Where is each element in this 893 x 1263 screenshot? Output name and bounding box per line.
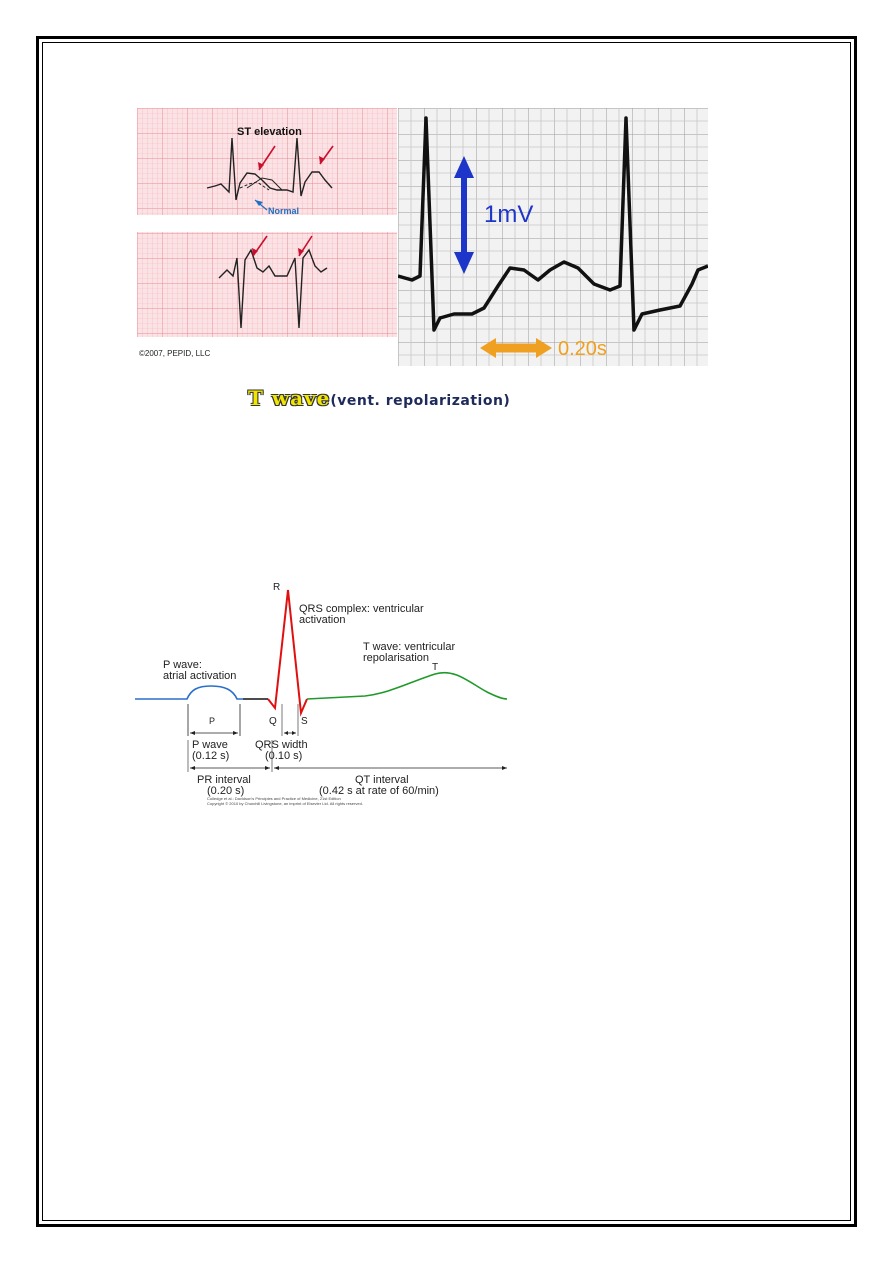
p-duration-label-2: (0.12 s) xyxy=(192,750,230,762)
s-label: S xyxy=(301,716,308,727)
st-elevation-image xyxy=(137,108,397,366)
time-label: 0.20s xyxy=(558,338,607,360)
voltage-label: 1mV xyxy=(484,201,534,228)
t-label: T xyxy=(432,662,439,673)
qrs-width-label-2: (0.10 s) xyxy=(265,750,303,762)
t-wave-label-2: repolarisation xyxy=(363,652,430,664)
st-elevation-title: ST elevation xyxy=(237,126,302,138)
r-label: R xyxy=(273,582,281,593)
q-label: Q xyxy=(269,716,277,727)
p-duration-label: P wave xyxy=(192,739,228,751)
p-wave-label: P wave: xyxy=(163,659,202,671)
source-citation: Colledge et al.: Davidson's Principles and Practice of Medicine, 21st Edition xyxy=(207,796,341,801)
pr-interval-label: PR interval xyxy=(197,774,251,786)
p-label: P xyxy=(209,716,216,726)
copyright-text: ©2007, PEPID, LLC xyxy=(139,349,211,358)
qrs-complex-label-2: activation xyxy=(299,614,346,626)
pr-interval-label-2: (0.20 s) xyxy=(207,785,245,797)
qt-interval-label: QT interval xyxy=(355,774,409,786)
qrs-width-label: QRS width xyxy=(255,739,308,751)
qrs-complex-label: QRS complex: ventricular xyxy=(299,603,424,615)
ecg-zoom-image xyxy=(398,108,708,366)
source-copyright: Copyright © 2010 by Churchill Livingstone, an imprint of Elsevier Ltd. All rights reserved. xyxy=(207,801,363,806)
qt-interval-label-2: (0.42 s at rate of 60/min) xyxy=(319,785,439,797)
pqrst-diagram xyxy=(135,578,515,808)
caption-subtitle: (vent. repolarization) xyxy=(330,393,511,409)
t-wave-label: T wave: ventricular xyxy=(363,641,456,653)
caption-title: T wave xyxy=(248,386,331,410)
normal-label: Normal xyxy=(268,206,300,216)
p-wave-label-2: atrial activation xyxy=(163,670,237,682)
figure-caption xyxy=(248,386,668,412)
